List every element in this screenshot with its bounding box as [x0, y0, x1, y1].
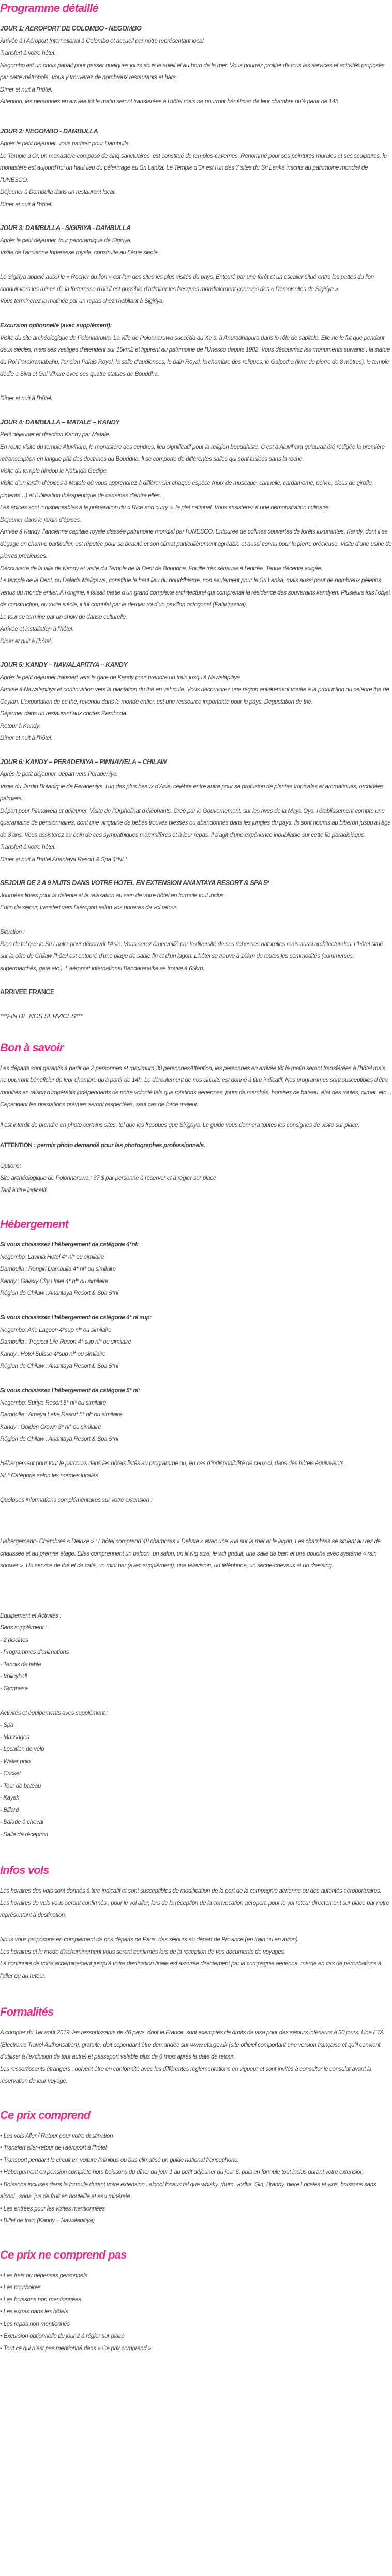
hotel-line: Région de Chilaw : Anantaya Resort & Spa 5*nl	[0, 1363, 118, 1369]
hotel-line: Negombo: Lavinia Hotel 4* nl* ou similaire	[0, 1253, 104, 1260]
attention-label: ATTENTION :	[0, 1142, 36, 1149]
spacer	[0, 1596, 392, 1610]
hotel-category-4nl-sup	[0, 1312, 392, 1373]
list-item: • Hébergement en pension complète hors boissons du dîner du jour 1 au petit déjeuner du jour 6, puis en formule tout inclus durant votre extension.	[0, 2166, 392, 2178]
day-title: SEJOUR DE 2 A 9 NUITS DANS VOTRE HOTEL EN EXTENSION ANANTAYA RESORT & SPA 5*	[0, 879, 269, 887]
free-label: Sans supplément :	[0, 1624, 47, 1631]
day-text: Les épices sont indispensables à la préparation du « Rice and curry », le plat national. Vous assisterez à une démonstration culinaire.	[0, 504, 330, 511]
free-activities-list	[0, 1634, 392, 1695]
spacer	[0, 1482, 392, 1494]
list-item: • Les vols Aller / Retour pour votre destination	[0, 2130, 392, 2142]
list-item: - Billard	[0, 1804, 392, 1817]
excursion-title: Excursion optionnelle (avec supplément):	[0, 322, 112, 329]
included-list	[0, 2130, 392, 2227]
day-text: Arrivée à Kandy, l’ancienne capitale royale classée patrimoine mondial par l’UNESCO. Entourée de collines couvertes de forêts luxuriantes, Kandy, dont il se dégage un charme particulier, est réputée pour sa beauté et son climat particulièrement agréable et aussi connu pour la pierre précieuse. Visite d’une usine de pierres précieuses.	[0, 528, 392, 559]
day-text: Negombo est un choix parfait pour passer quelques jours sous le soleil et au bord de la mer. Vous pourrez profiter de tous les services et activités proposés par cette métropole. Vous y trouverez de nombreux restaurants et bars.	[0, 62, 385, 81]
hotel-category-5nl	[0, 1384, 392, 1445]
hotel-category-4nl	[0, 1239, 392, 1300]
list-item: - Gymnase	[0, 1683, 392, 1695]
bon-a-savoir-title: Bon à savoir	[0, 1041, 64, 1054]
day-text: Départ pour Pinnawela et déjeuner. Visite de l’Orphelinat d’éléphants. Créé par le Gouvernement, sur les rives de la Maya Oya, l’établissement compte une quarantaine de pensionnaires, dont une vingtaine de bébés trouvés blessés ou abandonnés dans les jungles du pays. Ils sont nourris au biberon jusqu’à l’âge de 3 ans. Vous assisterez au bain de ces sympathiques mammifères et à leur repas. Il s’agit d’une expérience inoubliable sur cette île paradisiaque.	[0, 807, 391, 839]
day-text: Enfin de séjour, transfert vers l’aéroport selon vos horaires de vol retour.	[0, 904, 178, 911]
rooms-description: Hebergement:- Chambres « Deluxe » : L’hôtel comprend 48 chambres « Deluxe » avec une vue sur la mer et le lagon. Les chambres se situent au rez de chaussée et au premier étage. Elles comprennent un balcon, un salon, un lit Kig size, le wifi gratuit, une salle de bain et une douche avec système « rain shower ». Un service de thé et de café, un mini bar (avec supplément), une télévision, un téléphone, un sèche-cheveux et un dressing.	[0, 1538, 381, 1569]
attention-text: permis photo demandé pour les photographes professionnels.	[35, 1142, 205, 1149]
extension-info: Quelques informations complémentaires sur votre extension :	[0, 1496, 153, 1503]
prix-ne-comprend-pas-section	[0, 2248, 392, 2355]
list-item: • Transfert aller-retour de l’aéroport à l’hôtel	[0, 2142, 392, 2154]
spacer	[0, 1572, 392, 1596]
day-text: Attention, les personnes en arrivée tôt le matin seront transférées à l’hôtel mais ne pourront bénéficier de leur chambre qu’à partir de 14h.	[0, 98, 340, 105]
day-text: Déjeuner dans un restaurant aux chutes Ramboda.	[0, 710, 128, 717]
day-text: Déjeuner dans le jardin d’épices.	[0, 516, 81, 523]
day-text: Transfert à votre hôtel.	[0, 844, 56, 850]
day-text: Déjeuner à Dambulla dans un restaurant local.	[0, 189, 116, 195]
excursion-text: Visite du site archéologique de Polonnaruwa. La ville de Polonnaruwa succéda au Xe s. à Anuradhapura dans le rôle de capitale. Elle ne le fut que pendant deux siècles, mais ses vestiges d’étendent sur 15km2 et figurent au patrimoine de l’Unesco depuis 1982. Vous découvriez les monuments suivants : la statue du Roi Parakramabahu, l’ancien Palais Royal, la salle d’audiences, le bain Royal, la chambre des reliques, le Galpotha (livre de pierre de 8 mètres), le temple dédie a Siva et Gal Vihare avec ses quatre statues de Bouddha.	[0, 334, 390, 377]
situation-label: Situation :	[0, 928, 25, 935]
day-2	[0, 126, 392, 211]
spacer	[0, 1131, 392, 1139]
infos-vols-title: Infos vols	[0, 1864, 49, 1877]
extension-stay	[0, 877, 392, 974]
attention-note	[0, 1139, 392, 1152]
spacer	[0, 914, 392, 926]
day-text: Journées libres pour la détente et la relaxation au sein de votre hôtel en formule tout inclus.	[0, 892, 225, 899]
formalites-section	[0, 2005, 392, 2087]
spacer	[0, 1111, 392, 1119]
day-text: Arrivée à Nawalapitiya et continuation vers la plantation du thé en véhicule. Vous découvrirez une région entièrement vouée à la production du célèbre thé de Ceylan. L’exportation de ce thé, revendu dans le monde entier, est une ressource importante pour le pays. Dégustation de thé.	[0, 686, 389, 705]
category-title: Si vous choisissez l’hébergement de catégorie 4* nl sup:	[0, 1314, 152, 1321]
list-item: • Billet de train (Kandy – Nawalapitiya)	[0, 2215, 392, 2227]
list-item: - Volleyball	[0, 1670, 392, 1683]
list-item: • Les entrées pour les visites mentionnées	[0, 2203, 392, 2215]
hotel-line: Dambulla : Amaya Lake Resort 5* nl* ou similaire	[0, 1411, 123, 1418]
list-item: • Les frais ou dépenses personnels	[0, 2269, 392, 2282]
spacer	[0, 1506, 392, 1530]
day-4	[0, 417, 392, 648]
list-item: • Les pourboires	[0, 2281, 392, 2294]
options-label: Options:	[0, 1162, 21, 1169]
spacer	[0, 380, 392, 393]
hebergement-title: Hébergement	[0, 1217, 68, 1230]
nl-note: NL* Catégorie selon les normes locales	[0, 1472, 98, 1479]
day-text: Retour à Kandy.	[0, 722, 40, 729]
day-text: Après le petit déjeuner, départ vers Peradeniya.	[0, 771, 118, 778]
hotel-line: Dambulla : Rangiri Dambulla 4* nl* ou similaire	[0, 1266, 116, 1272]
day-text: Vous terminerez la matinée par un repas chez l’habitant à Sigiriya.	[0, 298, 164, 304]
spacer	[0, 1373, 392, 1385]
day-text: Le Sigiriya appelé aussi le « Rocher du lion » est l’un des sites les plus visités du pays. Entouré par une forêt et un escalier situé entre les pattes du lion conduit vers les ruines de la forteresse d’où il est possible d’admirer les fresques mondialement connues des « Demoiselles de Sigiriya ».	[0, 273, 374, 293]
list-item: • Les extras dans les hôtels	[0, 2306, 392, 2318]
situation-text: Rien de tel que le Sri Lanka pour découvrir l’Asie. Vous serez émerveillé par la diversité de ses richesses naturelles mais aussi architecturales. L’hôtel situé sur la côte de Chilaw l’hôtel est entouré d’une plage de sable fin et d’un lagon. L’hôtel se trouve à 10km de toutes les commodités (commerces, supermarchés, gare etc.). L’aéroport international Bandaranaike se trouve à 65km.	[0, 940, 383, 972]
hotel-line: Région de Chilaw : Anantaya Resort & Spa 5*nl	[0, 1436, 118, 1442]
spacer	[0, 1922, 392, 1934]
day-text: En route visite du temple Aluvihare, le monastère des cendres, lieu significatif pour la religion bouddhiste. C’est à Aluvihara qu’aurait été rédigée la première retranscription en langue pâli des doctrines du Bouddha. Il se comporte de différentes salles qui sont taillées dans la roche.	[0, 443, 385, 462]
category-title: Si vous choisissez l’hébergement de catégorie 4*nl:	[0, 1241, 139, 1248]
day-title: JOUR 2: NEGOMBO - DAMBULLA	[0, 127, 98, 135]
list-item: - Spa	[0, 1719, 392, 1731]
list-item: • Les boissons non mentionnées	[0, 2294, 392, 2306]
bon-a-savoir-text: Les départs sont garantis à partir de 2 personnes et maximum 30 personnesAttention, les personnes en arrivée tôt le matin seront transférées à l’hôtel mais ne pourront bénéficier de leur chambre qu’à partir de 14h. Le déroulement de nos circuits est donné à titre indicatif. Nos programmes sont susceptibles d’être modifiés en raison d’impératifs indépendants de notre volonté tels que rotations aériennes, jours de marchés, horaires de bateau, état des routes, climat, etc…	[0, 1064, 392, 1096]
day-3	[0, 222, 392, 405]
day-text: Arrivée et installation à l’hôtel.	[0, 626, 74, 632]
flight-info-text: Nous vous proposons en complément de nos départs de Paris, des séjours au départ de Province (en train ou en avion).	[0, 1936, 299, 1943]
day-text: Dîner et nuit à l’hôtel.	[0, 735, 53, 741]
list-item: - Salle de réception	[0, 1828, 392, 1841]
flight-info-text: Les horaires des vols sont donnés à titre indicatif et sont susceptibles de modification de la part de la compagnie aérienne ou des autorités aéroportuaires.	[0, 1887, 382, 1894]
paid-activities-list	[0, 1719, 392, 1840]
day-1	[0, 23, 392, 108]
bon-a-savoir-section	[0, 1041, 392, 1197]
day-title: JOUR 6: KANDY – PERADENIYA – PINNAWELA – CHILAW	[0, 758, 167, 766]
day-text: Après le petit déjeuner, vous partirez pour Dambulla.	[0, 140, 130, 147]
list-item: - Programmes d’animations	[0, 1646, 392, 1658]
programme-title: Programme détaillé	[0, 2, 98, 14]
list-item: - 2 piscines	[0, 1634, 392, 1647]
day-text: Visite du temple hindou le Nalanda Gedige.	[0, 467, 108, 475]
list-item: • Les repas non mentionnés	[0, 2318, 392, 2330]
day-text: Après le petit déjeuner transfert vers la gare de Kandy pour prendre un train jusqu’à Nawalapitiya.	[0, 674, 242, 681]
day-text: Arrivée à l’Aéroport International à Colombo et accueil par notre représentant local.	[0, 37, 205, 44]
spacer	[0, 1300, 392, 1312]
day-text: Visite de l’ancienne forteresse royale, construite au 5ème siècle.	[0, 249, 159, 256]
spacer	[0, 1695, 392, 1707]
list-item: • Excursion optionnelle du jour 2 à régler sur place	[0, 2330, 392, 2342]
spacer	[0, 1152, 392, 1160]
hotel-line: Negombo: Suriya Resort 5* nl* ou similaire	[0, 1399, 107, 1406]
day-title: JOUR 5: KANDY – NAWALAPITIYA – KANDY	[0, 661, 128, 668]
prix-comprend-title: Ce prix comprend	[0, 2108, 91, 2122]
day-title: JOUR 4: DAMBULLA – MATALE – KANDY	[0, 418, 119, 426]
flight-info-text: Les horaires de vols vous seront confirmés : pour le vol aller, lors de la réception de la convocation aéroport, pour le vol retour directement sur place par notre représentant à destination.	[0, 1899, 389, 1918]
paid-label: Activités et équipements aves supplément :	[0, 1709, 108, 1716]
tarif-note: Tarif à titre indicatif.	[0, 1186, 48, 1194]
day-text: Après le petit déjeuner, tour panoramique de Sigiriya.	[0, 237, 132, 244]
hotel-line: Kandy : Galaxy City Hotel 4* nl* ou similaire	[0, 1277, 109, 1285]
list-item: - Kayak	[0, 1792, 392, 1804]
day-text: Dîner et nuit à l’hôtel.	[0, 201, 53, 208]
photo-rule-text: Il est interdit de prendre en photo certains sites, tel que les fresques que Sirigaya. Le guide vous donnera toutes les consignes de visite sur place.	[0, 1121, 360, 1129]
options-line: Site archéologique de Polonnaruwa : 37 $ par personne à réserver et à régler sur place	[0, 1175, 216, 1181]
flight-info-text: La continuité de votre acheminement jusqu’à votre destination finale est assurée directement par la compagnie aérienne, même en cas de perturbations à l’aller ou au retour.	[0, 1960, 381, 1979]
spacer	[0, 1530, 392, 1535]
list-item: - Location de vélo	[0, 1743, 392, 1756]
end-services: ***FIN DE NOS SERVICES***	[0, 1013, 83, 1020]
list-item: - Cricket	[0, 1767, 392, 1780]
day-text: Transfert à votre hôtel.	[0, 50, 56, 56]
day-text: Dîner et nuit à l’hôtel.	[0, 86, 53, 93]
formalites-text: A compter du 1er août 2019, les ressortissants de 46 pays, dont la France, sont exemptés de droits de visa pour des séjours inférieurs à 30 jours. Une ETA (Electronic Travel Authorisation), gratuite, doit cependant être demandée sur www.eta.gov.lk (site officiel comportant une version française et qu’il convient d’utiliser à l’exclusion de tout autre) et passeport valable plus de 6 mois après la date de retour.	[0, 2029, 384, 2060]
day-text: Découverte de la ville de Kandy et visite du Temple de la Dent de Bouddha, Fouille très sérieuse à l’entrée. Tenue décente exigée.	[0, 565, 323, 572]
bon-a-savoir-text: Cependant les prestations prévues seront respectées, sauf cas de force majeur.	[0, 1101, 199, 1108]
list-item: • Tout ce qui n’est pas mentionné dans « Ce prix comprend »	[0, 2342, 392, 2355]
list-item: - Massages	[0, 1731, 392, 1744]
arrival-france: ARRIVEE FRANCE	[0, 988, 54, 996]
hotel-line: Kandy : Hotel Suisse 4*sup nl* ou similaire	[0, 1350, 106, 1358]
day-text: Diner et nuit à l’hôtel.	[0, 637, 52, 645]
day-text: Visite du Jardin Botanique de Peradeniya, l’un des plus beaux d’Asie, célèbre entre autre pour sa profusion de plantes tropicales et aromatiques, orchidées, palmiers.	[0, 783, 385, 802]
hebergement-note: Hébergement pour tout le parcours dans les hôtels listés au programme ou, en cas d’indisponibilité de ceux-ci, dans des hôtels équivalents.	[0, 1460, 345, 1467]
day-text: Le Temple d’Or, un monastère composé de cinq sanctuaires, est constitué de temples-cavernes. Renommé pour ses peintures murales et ses sculptures, le monastère est aujourd’hui un haut lieu du pèlerinage au Sri Lanka. Le Temple d’Or est l’un des 7 sites du Sri Lanka inscrits au patrimoine mondial de l’UNESCO.	[0, 152, 387, 184]
hotel-line: Kandy : Golden Crown 5* nl* ou similaire	[0, 1423, 101, 1430]
flight-info-text: Les horaires et le mode d’acheminement vous seront confirmés lors de la réception de vos documents de voyages.	[0, 1948, 285, 1955]
spacer	[0, 999, 392, 1011]
programme-section	[0, 1, 392, 1023]
equipment-title: Equipement et Activités :	[0, 1612, 62, 1619]
hotel-line: Région de Chilaw : Anantaya Resort & Spa 5*nl	[0, 1290, 118, 1297]
spacer	[0, 259, 392, 271]
formalites-title: Formalités	[0, 2005, 54, 2018]
day-text: Le tour se termine par un show de danse culturelle.	[0, 613, 127, 620]
hotel-line: Negombo: Arie Lagoon 4*sup nl* ou similaire	[0, 1326, 112, 1333]
day-title: JOUR 1: AEROPORT DE COLOMBO - NEGOMBO	[0, 25, 142, 32]
excluded-list	[0, 2269, 392, 2355]
category-title: Si vous choisissez l’hébergement de catégorie 5* nl:	[0, 1387, 140, 1394]
list-item: - Water polo	[0, 1756, 392, 1768]
day-title: JOUR 3: DAMBULLA - SIGIRIYA - DAMBULLA	[0, 224, 131, 232]
infos-vols-section	[0, 1863, 392, 1982]
page	[0, 1, 392, 2354]
day-6	[0, 756, 392, 866]
day-text: Visite d’un jardin d’épices à Matale où vous apprendrez à différencier chaque espèce (noix de muscade, cannelle, cardamome, poivre, clous de girofle, piments…) et l’utilisation thérapeutique de certaines d’entre elles…	[0, 480, 373, 499]
prix-comprend-section	[0, 2108, 392, 2227]
hebergement-section	[0, 1217, 392, 1840]
day-text: Dîner et nuit à l’hôtel.	[0, 395, 53, 402]
spacer	[0, 1445, 392, 1458]
prix-ne-comprend-pas-title: Ce prix ne comprend pas	[0, 2248, 127, 2261]
list-item: • Boissons incluses dans la formule durant votre extension : alcool locaux tel que whisky, rhum, vodka, Gin, Brandy, bière Locales et vins, boissons sans alcool , soda, jus de fruit en bouteille et eau minérale .	[0, 2178, 392, 2203]
formalites-text: Les ressortissants étrangers : doivent être en conformité avec les différentes règlementations en vigueur et sont invités à consulter le consulat avant la réservation de leur voyage.	[0, 2065, 372, 2084]
day-text: Dîner et nuit à l’hôtel Anantaya Resort & Spa 4*NL*.	[0, 856, 129, 863]
day-text: Le temple de la Dent, ou Dalada Maligawa, constitue le haut lieu du bouddhisme, non seulement pour le Sri Lanka, mais aussi pour de nombreux pèlerins venus du monde entier. A l’origine, il faisait partie d’un grand complexe architecturel qui comprenait la résidence des souverains kandyen. Plusieurs fois l’objet de construction, au xviiie siècle, il fut complet par le dernier roi d’un pavillon octogonal (Pattirippuva).	[0, 577, 390, 608]
list-item: - Balade à cheval	[0, 1816, 392, 1828]
list-item: - Tennis de table	[0, 1658, 392, 1671]
list-item: • Transport pendant le circuit en voiture /minibus ou bus climatisé un guide national francophone.	[0, 2154, 392, 2167]
list-item: - Tour de bateau	[0, 1780, 392, 1792]
day-text: Petit déjeuner et direction Kandy par Matale.	[0, 431, 111, 438]
spacer	[0, 308, 392, 320]
day-5	[0, 659, 392, 744]
hotel-line: Dambulla : Tropical Life Resort 4* sup nl* ou similaire	[0, 1338, 131, 1345]
